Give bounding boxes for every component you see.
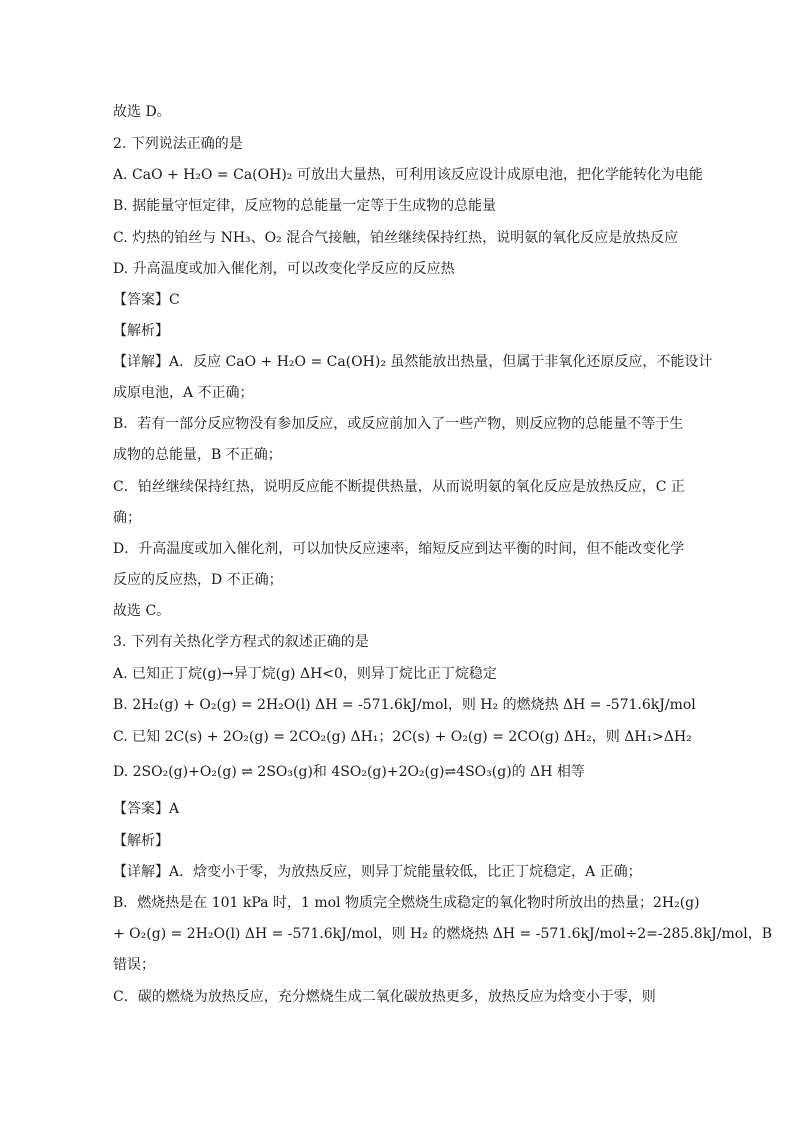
explanation-line: 反应的反应热，D 不正确； bbox=[113, 572, 283, 588]
explanation-line: 【详解】A．反应 CaO + H₂O = Ca(OH)₂ 虽然能放出热量，但属于非氧化还原反应，不能设计 bbox=[113, 354, 713, 370]
explanation-line: C．碳的燃烧为放热反应，充分燃烧生成二氧化碳放热更多，放热反应为焓变小于零，则 bbox=[113, 989, 656, 1005]
answer-label: 【答案】A bbox=[113, 801, 180, 817]
question-3-option-b: B. 2H₂(g) + O₂(g) = 2H₂O(l) ΔH = -571.6kJ/mol，则 H₂ 的燃烧热 ΔH = -571.6kJ/mol bbox=[113, 697, 696, 713]
analysis-label: 【解析】 bbox=[113, 833, 169, 849]
question-3-option-c: C. 已知 2C(s) + 2O₂(g) = 2CO₂(g) ΔH₁；2C(s) + O₂(g) = 2CO(g) ΔH₂，则 ΔH₁>ΔH₂ bbox=[113, 729, 692, 745]
explanation-line: 【详解】A．焓变小于零，为放热反应，则异丁烷能量较低，比正丁烷稳定，A 正确； bbox=[113, 864, 642, 880]
question-3-stem: 3. 下列有关热化学方程式的叙述正确的是 bbox=[113, 634, 369, 650]
explanation-line: B．燃烧热是在 101 kPa 时，1 mol 物质完全燃烧生成稳定的氧化物时所放出的热量；2H₂(g) bbox=[113, 895, 700, 911]
question-3-option-d: D. 2SO₂(g)+O₂(g) ⇌ 2SO₃(g)和 4SO₂(g)+2O₂(g)⇌4SO₃(g)的 ΔH 相等 bbox=[113, 764, 585, 780]
text-line: 故选 C。 bbox=[113, 603, 171, 619]
explanation-line: + O₂(g) = 2H₂O(l) ΔH = -571.6kJ/mol，则 H₂ 的燃烧热 ΔH = -571.6kJ/mol÷2=-285.8kJ/mol，B bbox=[113, 926, 772, 942]
explanation-line: B．若有一部分反应物没有参加反应，或反应前加入了一些产物，则反应物的总能量不等于生 bbox=[113, 416, 684, 432]
question-3-option-a: A. 已知正丁烷(g)→异丁烷(g) ΔH<0，则异丁烷比正丁烷稳定 bbox=[113, 666, 497, 682]
explanation-line: 错误； bbox=[113, 957, 155, 973]
analysis-label: 【解析】 bbox=[113, 323, 169, 339]
question-2-option-b: B. 据能量守恒定律，反应物的总能量一定等于生成物的总能量 bbox=[113, 198, 497, 214]
explanation-line: D．升高温度或加入催化剂，可以加快反应速率，缩短反应到达平衡的时间，但不能改变化学 bbox=[113, 541, 685, 557]
question-2-option-d: D. 升高温度或加入催化剂，可以改变化学反应的反应热 bbox=[113, 261, 455, 277]
explanation-line: 成原电池，A 不正确； bbox=[113, 385, 254, 401]
question-2-option-c: C. 灼热的铂丝与 NH₃、O₂ 混合气接触，铂丝继续保持红热，说明氨的氧化反应是放热反应 bbox=[113, 230, 679, 246]
explanation-line: 成物的总能量，B 不正确； bbox=[113, 447, 282, 463]
question-2-stem: 2. 下列说法正确的是 bbox=[113, 136, 243, 152]
answer-label: 【答案】C bbox=[113, 292, 180, 308]
question-2-option-a: A. CaO + H₂O = Ca(OH)₂ 可放出大量热，可利用该反应设计成原电池，把化学能转化为电能 bbox=[113, 167, 703, 183]
text-line: 故选 D。 bbox=[113, 104, 171, 120]
explanation-line: C．铂丝继续保持红热，说明反应能不断提供热量，从而说明氨的氧化反应是放热反应，C 正 bbox=[113, 479, 685, 495]
explanation-line: 确； bbox=[113, 510, 141, 526]
